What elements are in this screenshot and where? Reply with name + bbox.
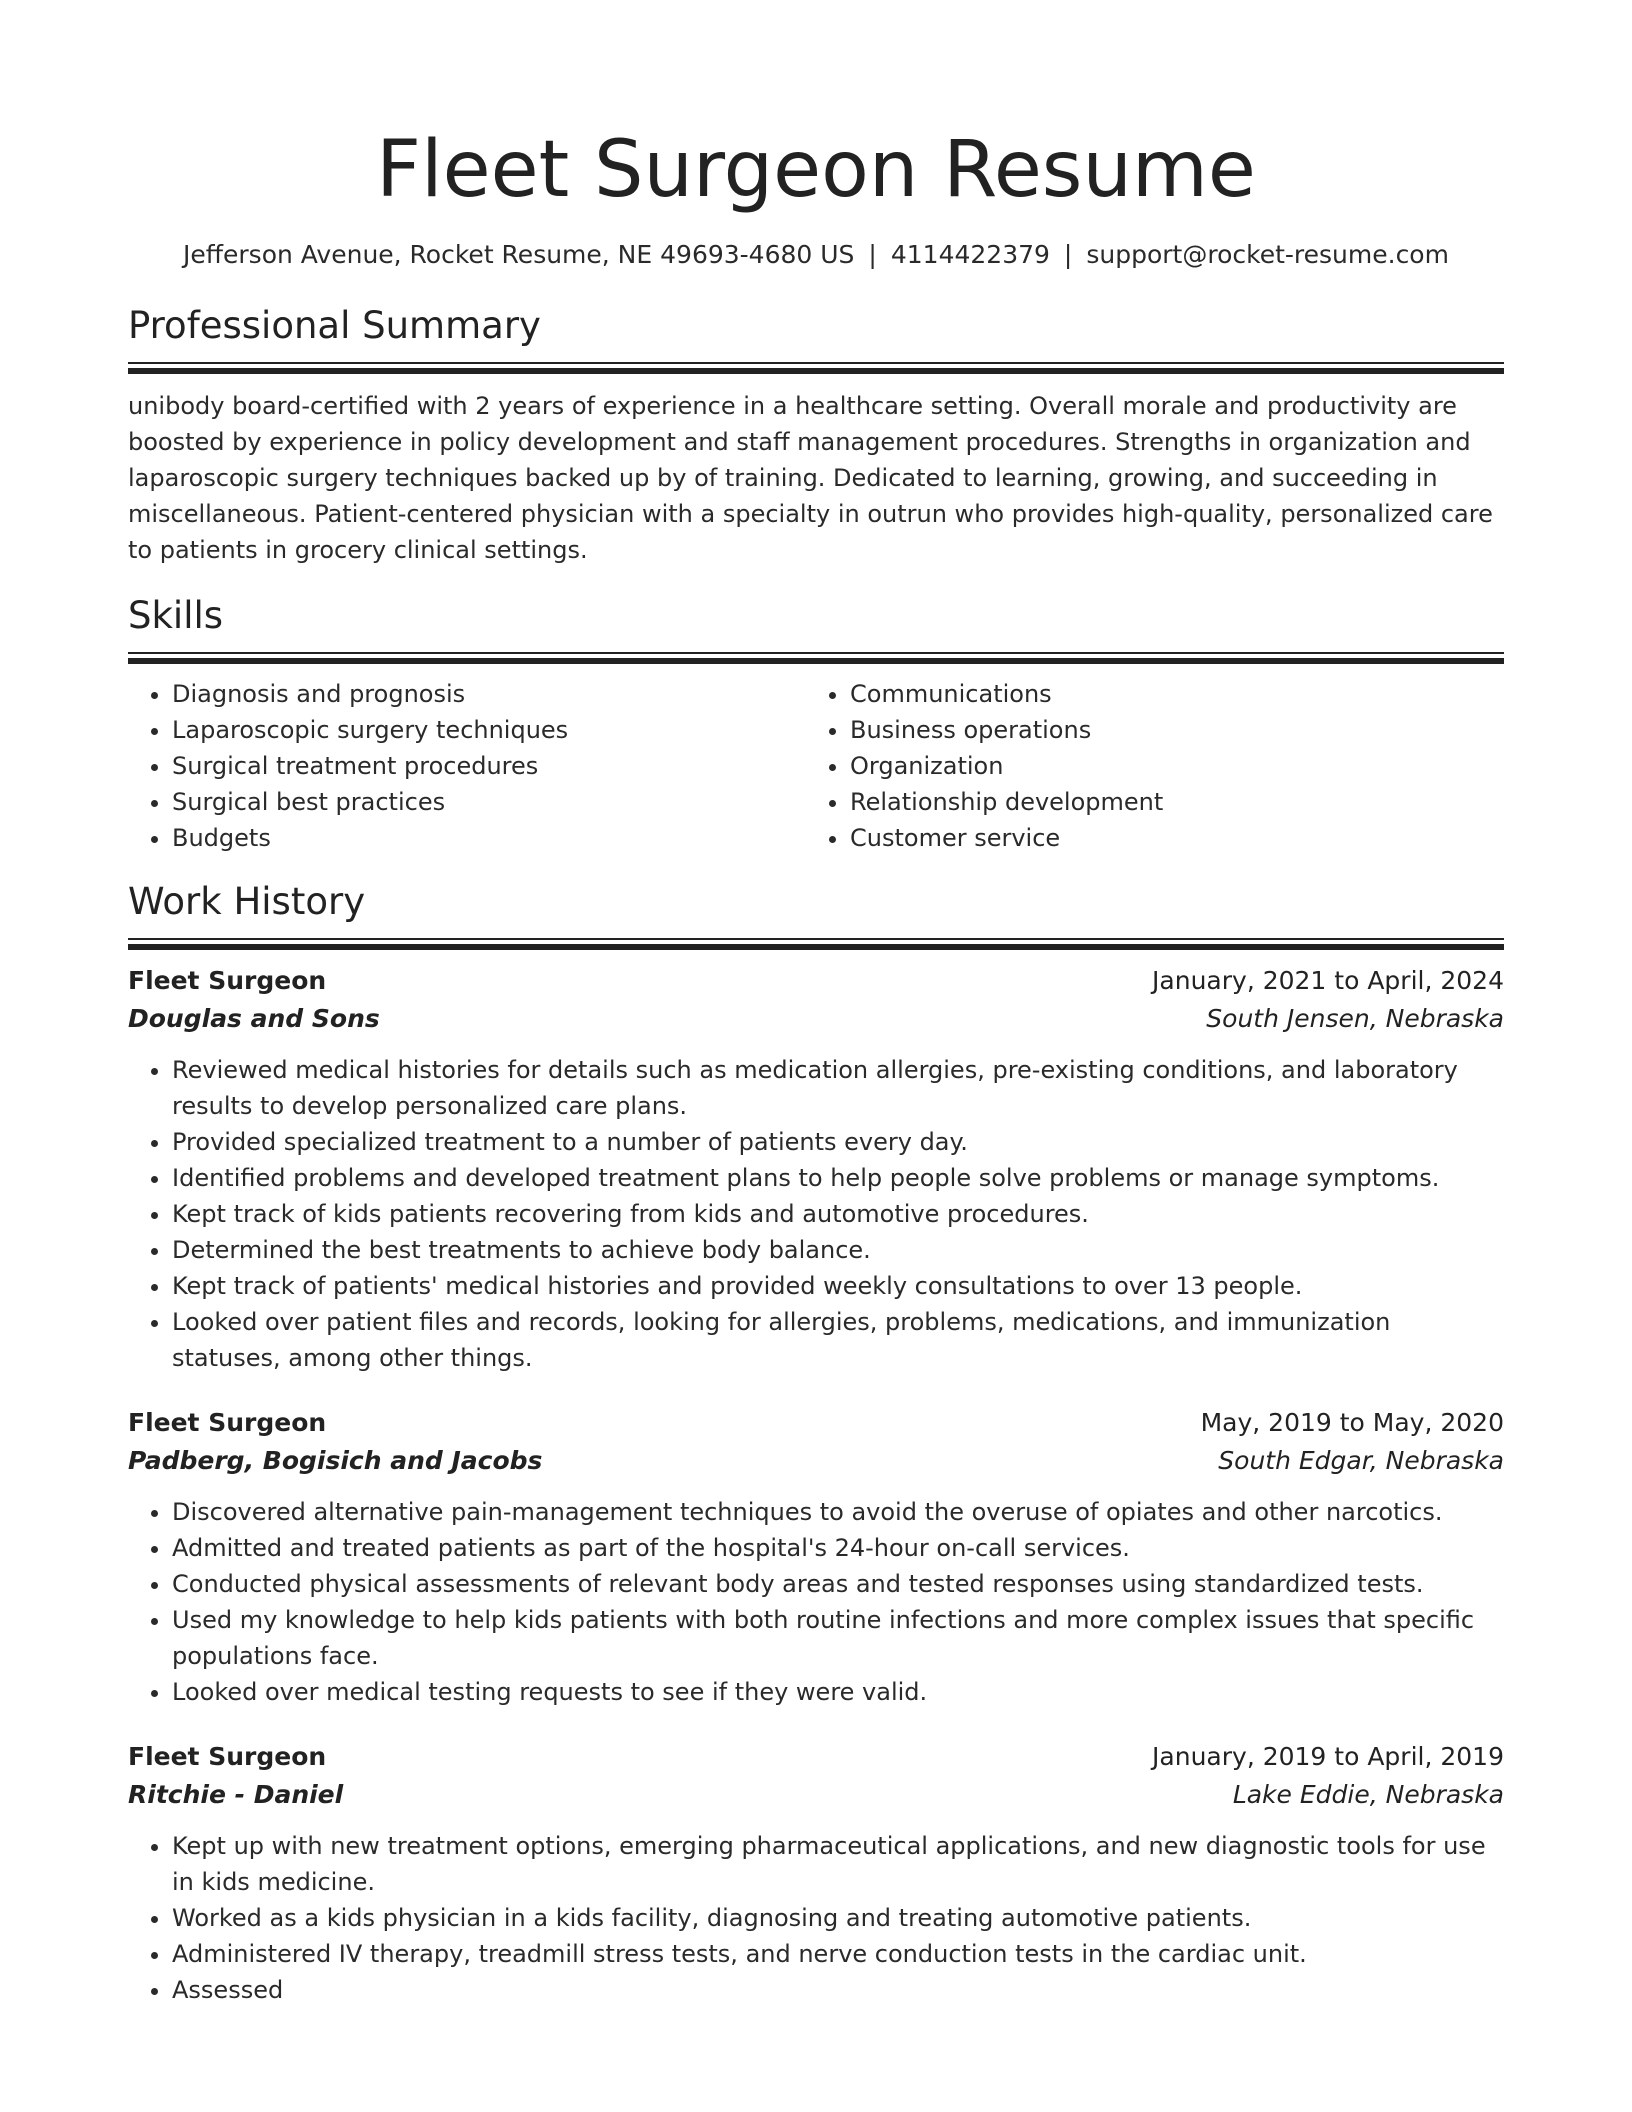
job-bullets [128, 1052, 1504, 1376]
job-bullet: • Provided specialized treatment to a number of patients every day. [172, 1124, 1504, 1160]
job-bullet: • Looked over patient files and records, looking for allergies, problems, medications, and immunization statuses, among other things. [172, 1304, 1504, 1376]
job-bullet: • Kept track of patients' medical histories and provided weekly consultations to over 13 people. [172, 1268, 1504, 1304]
job-bullet: • Used my knowledge to help kids patients with both routine infections and more complex issues that specific populations face. [172, 1602, 1504, 1674]
job-title: Fleet Surgeon [128, 1742, 327, 1771]
skills-heading: Skills [128, 594, 224, 637]
job-header [128, 1738, 1504, 1776]
job-subheader [128, 1442, 1504, 1480]
contact-separator: | [868, 240, 877, 269]
summary-text: unibody board-certified with 2 years of experience in a healthcare setting. Overall morale and productivity are boosted by experience in policy development and staff management procedures. Strengths in organization and laparoscopic surgery techniques backed up by of training. Dedicated to learning, growing, and succeeding in miscellaneous. Patient-centered physician with a specialty in outrun who provides high-quality, personalized care to patients in grocery clinical settings. [128, 392, 1493, 564]
skill-item: • Relationship development [850, 784, 1484, 820]
skill-item: • Surgical best practices [172, 784, 806, 820]
work-history-heading: Work History [128, 880, 366, 923]
job-subheader [128, 1000, 1504, 1038]
job-header [128, 962, 1504, 1000]
job-company: Douglas and Sons [128, 1004, 380, 1033]
job-bullet: • Discovered alternative pain-management techniques to avoid the overuse of opiates and other narcotics. [172, 1494, 1504, 1530]
skills-grid [128, 676, 1504, 856]
summary-section [128, 302, 1504, 568]
skills-list-left [128, 676, 806, 856]
skill-item: • Surgical treatment procedures [172, 748, 806, 784]
job-dates: January, 2021 to April, 2024 [1152, 966, 1504, 995]
section-divider [128, 938, 1504, 948]
job-title: Fleet Surgeon [128, 966, 327, 995]
skill-item: • Organization [850, 748, 1484, 784]
job-bullets [128, 1828, 1504, 2008]
skill-item: • Laparoscopic surgery techniques [172, 712, 806, 748]
job-dates: January, 2019 to April, 2019 [1152, 1742, 1504, 1771]
resume-page [128, 0, 1504, 2008]
job-entry [128, 1404, 1504, 1710]
section-divider [128, 652, 1504, 662]
job-location: South Edgar, Nebraska [1218, 1446, 1504, 1475]
job-entry [128, 1738, 1504, 2008]
skill-item: • Business operations [850, 712, 1484, 748]
contact-address: Jefferson Avenue, Rocket Resume, NE 49693-4680 US [183, 240, 855, 269]
job-location: South Jensen, Nebraska [1206, 1004, 1504, 1033]
skills-list-right [806, 676, 1484, 856]
job-company: Padberg, Bogisich and Jacobs [128, 1446, 543, 1475]
job-bullet: • Administered IV therapy, treadmill stress tests, and nerve conduction tests in the cardiac unit. [172, 1936, 1504, 1972]
job-bullet: • Identified problems and developed treatment plans to help people solve problems or manage symptoms. [172, 1160, 1504, 1196]
section-divider [128, 362, 1504, 372]
job-bullet: • Worked as a kids physician in a kids facility, diagnosing and treating automotive patients. [172, 1900, 1504, 1936]
job-title: Fleet Surgeon [128, 1408, 327, 1437]
contact-line [128, 238, 1504, 272]
job-bullet: • Kept up with new treatment options, emerging pharmaceutical applications, and new diagnostic tools for use in kids medicine. [172, 1828, 1504, 1900]
job-bullet: • Determined the best treatments to achieve body balance. [172, 1232, 1504, 1268]
skill-item: • Customer service [850, 820, 1484, 856]
contact-phone: 4114422379 [890, 240, 1050, 269]
work-history-section [128, 878, 1504, 2008]
skills-section [128, 592, 1504, 856]
contact-separator: | [1063, 240, 1073, 269]
contact-email[interactable]: support@rocket-resume.com [1086, 240, 1449, 269]
job-dates: May, 2019 to May, 2020 [1200, 1408, 1504, 1437]
job-header [128, 1404, 1504, 1442]
job-bullet: • Looked over medical testing requests to see if they were valid. [172, 1674, 1504, 1710]
skill-item: • Communications [850, 676, 1484, 712]
skill-item: • Diagnosis and prognosis [172, 676, 806, 712]
job-bullet: • Reviewed medical histories for details such as medication allergies, pre-existing conditions, and laboratory results to develop personalized care plans. [172, 1052, 1504, 1124]
job-location: Lake Eddie, Nebraska [1232, 1780, 1504, 1809]
resume-title: Fleet Surgeon Resume [376, 125, 1256, 215]
skill-item: • Budgets [172, 820, 806, 856]
job-entry [128, 962, 1504, 1376]
job-bullet: • Kept track of kids patients recovering from kids and automotive procedures. [172, 1196, 1504, 1232]
job-company: Ritchie - Daniel [128, 1780, 344, 1809]
job-bullet: • Conducted physical assessments of relevant body areas and tested responses using standardized tests. [172, 1566, 1504, 1602]
job-bullet: • Assessed [172, 1972, 1504, 2008]
job-bullets [128, 1494, 1504, 1710]
summary-heading: Professional Summary [128, 304, 541, 347]
job-bullet: • Admitted and treated patients as part of the hospital's 24-hour on-call services. [172, 1530, 1504, 1566]
job-subheader [128, 1776, 1504, 1814]
